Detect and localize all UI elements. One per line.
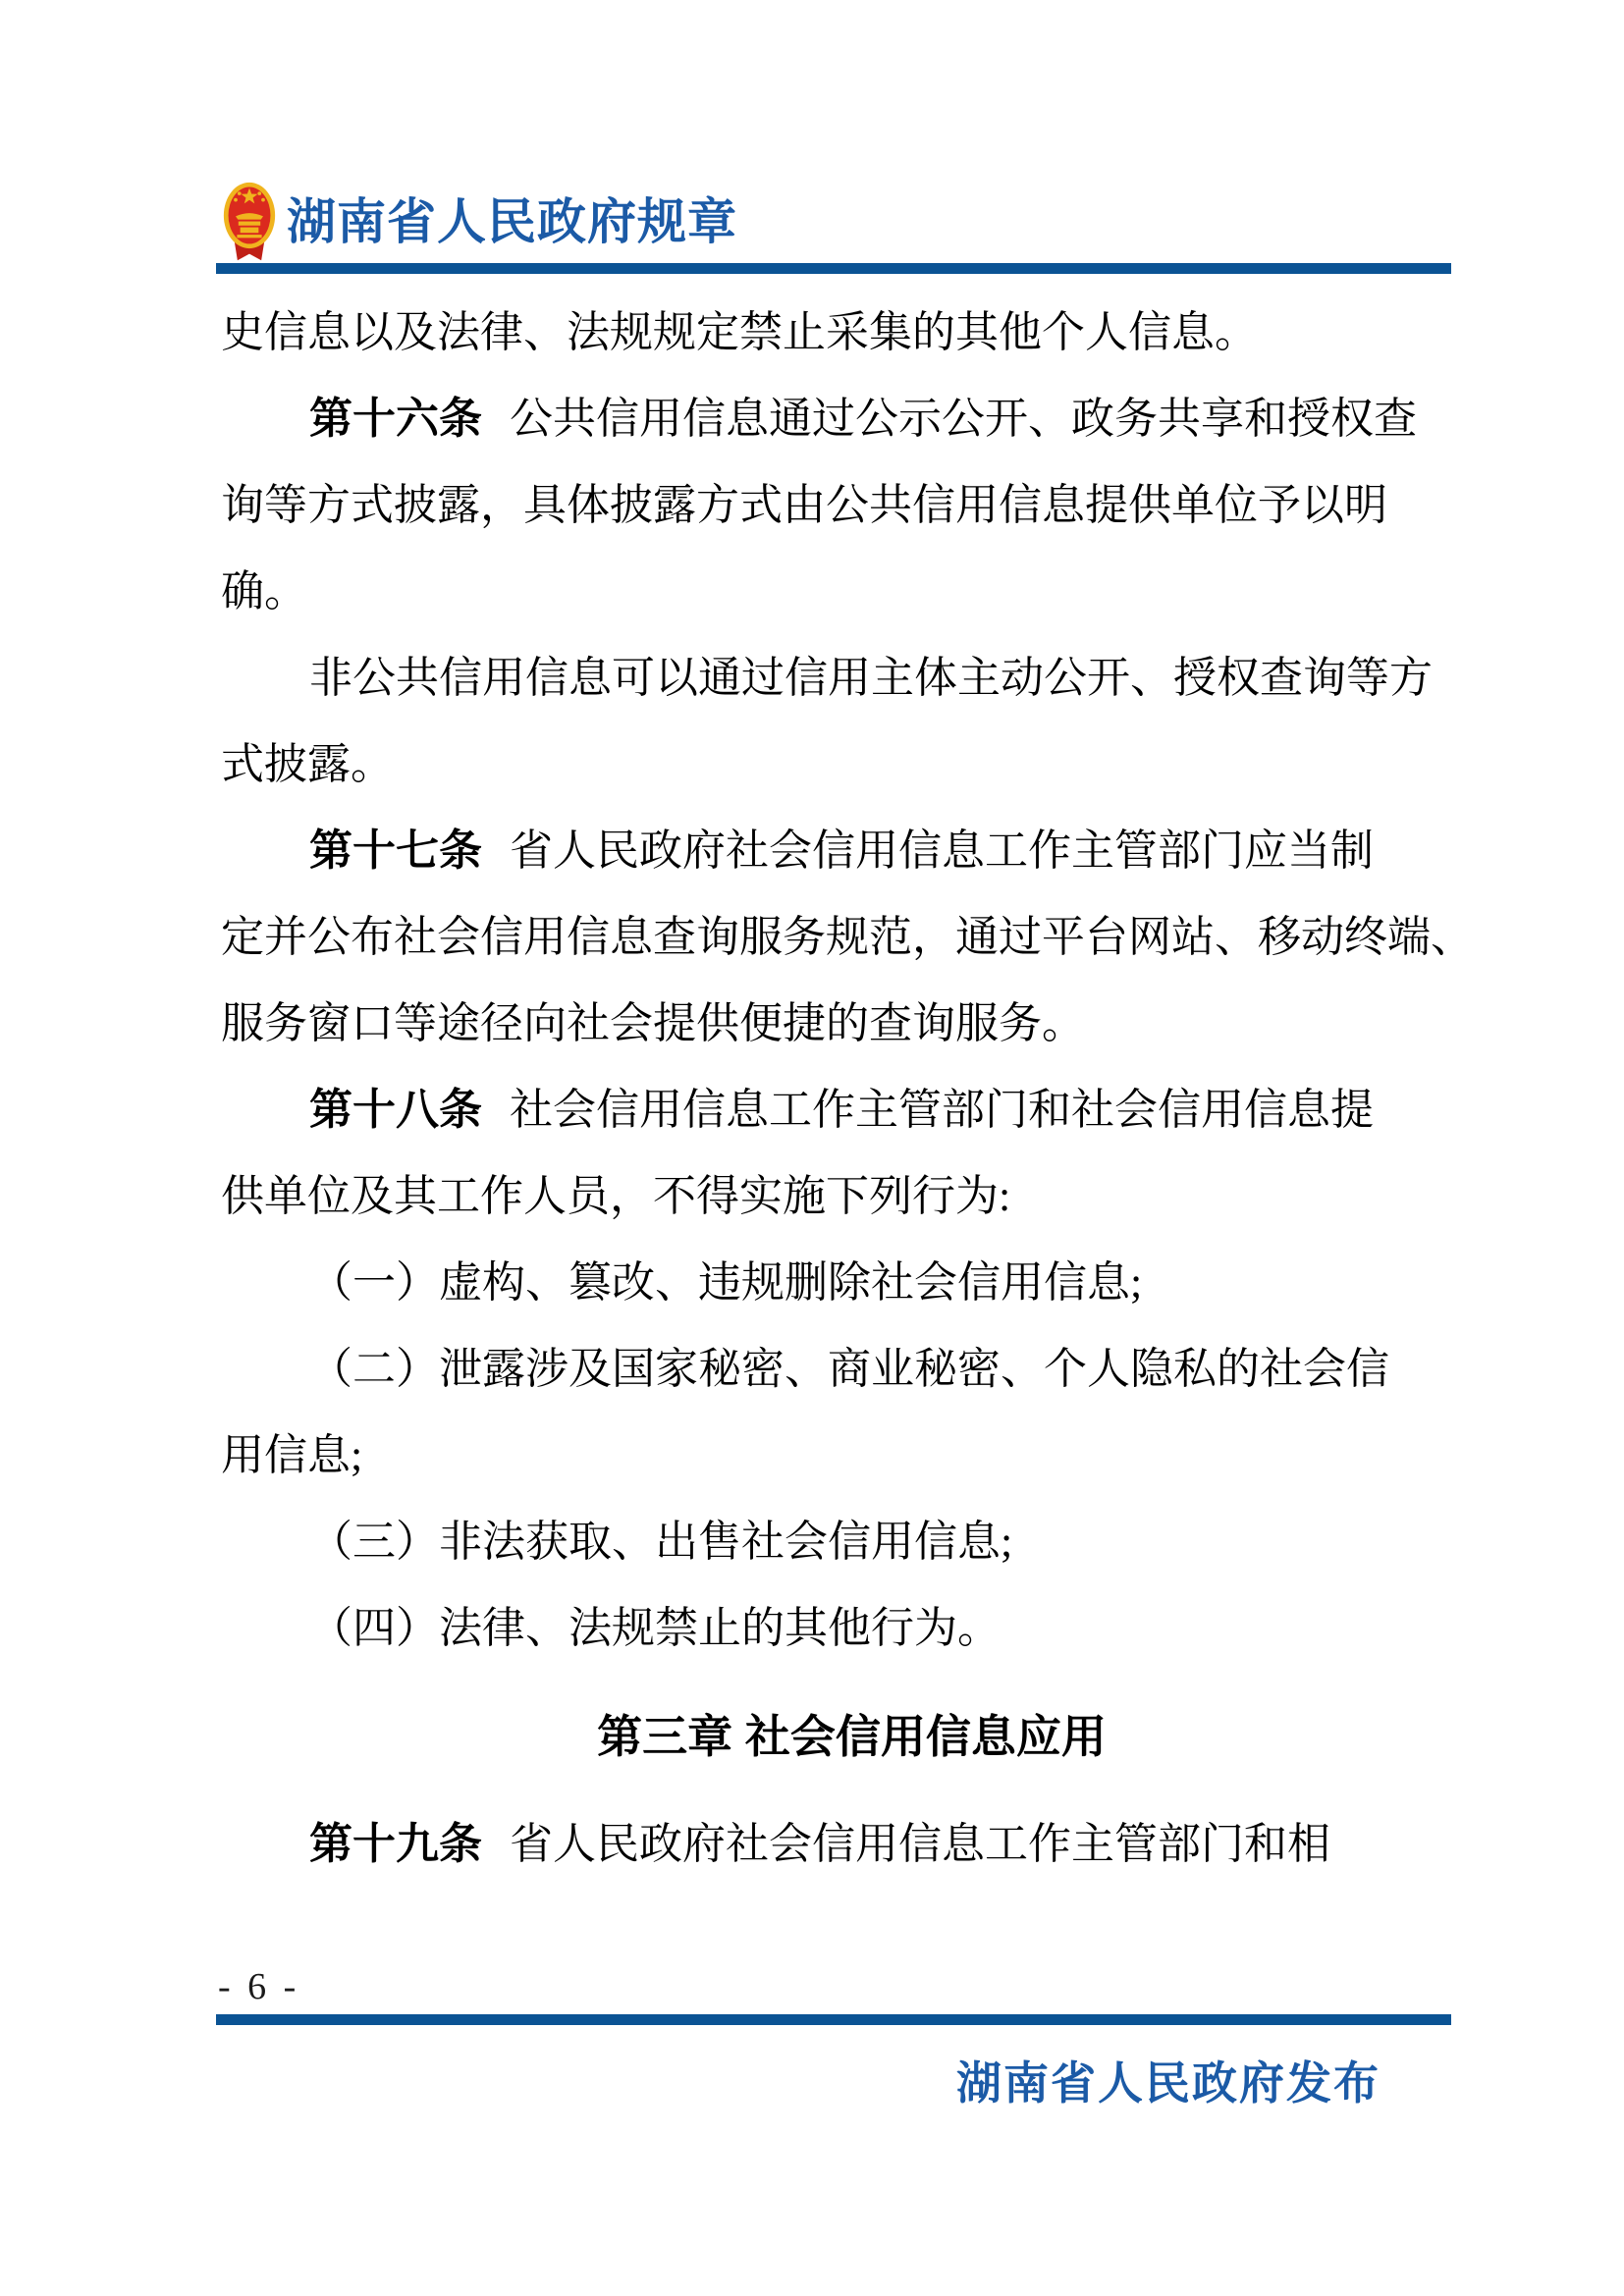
publisher-label: 湖南省人民政府发布: [956, 2057, 1380, 2109]
national-emblem-icon: [222, 181, 277, 263]
document-body: [221, 290, 1483, 1888]
document-line: 确。: [221, 567, 307, 615]
indented-line: （四）法律、法规禁止的其他行为。: [309, 1604, 1001, 1652]
document-line: 定并公布社会信用信息查询服务规范，通过平台网站、移动终端、: [221, 913, 1474, 961]
article-paragraph-line: [221, 1067, 1483, 1153]
article-paragraph-line: [221, 376, 1483, 462]
indented-line: （三）非法获取、出售社会信用信息;: [309, 1518, 1013, 1566]
document-line: 询等方式披露，具体披露方式由公共信用信息提供单位予以明: [221, 481, 1387, 529]
document-line: 用信息;: [221, 1431, 363, 1479]
article-number: 第十九条: [309, 1820, 482, 1868]
chapter-heading: 第三章 社会信用信息应用: [597, 1711, 1107, 1762]
document-line: 服务窗口等途径向社会提供便捷的查询服务。: [221, 999, 1085, 1047]
article-number: 第十八条: [309, 1086, 482, 1134]
article-paragraph-line: [221, 1801, 1483, 1888]
indented-line: （二）泄露涉及国家秘密、商业秘密、个人隐私的社会信: [309, 1345, 1389, 1393]
document-line: 式披露。: [221, 740, 394, 788]
indented-line: （一）虚构、篡改、违规删除社会信用信息;: [309, 1258, 1143, 1307]
footer-rule: [216, 2014, 1451, 2025]
document-line: 史信息以及法律、法规规定禁止采集的其他个人信息。: [221, 308, 1258, 356]
indented-line: 非公共信用信息可以通过信用主体主动公开、授权查询等方: [309, 654, 1433, 702]
article-number: 第十六条: [309, 395, 482, 443]
page-number: - 6 -: [218, 1966, 300, 2007]
article-text: 公共信用信息通过公示公开、政务共享和授权查: [510, 395, 1417, 443]
article-number: 第十七条: [309, 827, 482, 875]
article-text: 社会信用信息工作主管部门和社会信用信息提: [510, 1086, 1374, 1134]
article-paragraph-line: [221, 808, 1483, 894]
header-rule: [216, 263, 1451, 274]
article-text: 省人民政府社会信用信息工作主管部门应当制: [510, 827, 1374, 875]
document-line: 供单位及其工作人员，不得实施下列行为:: [221, 1172, 1011, 1220]
document-title: 湖南省人民政府规章: [287, 194, 737, 249]
article-text: 省人民政府社会信用信息工作主管部门和相: [510, 1820, 1330, 1868]
